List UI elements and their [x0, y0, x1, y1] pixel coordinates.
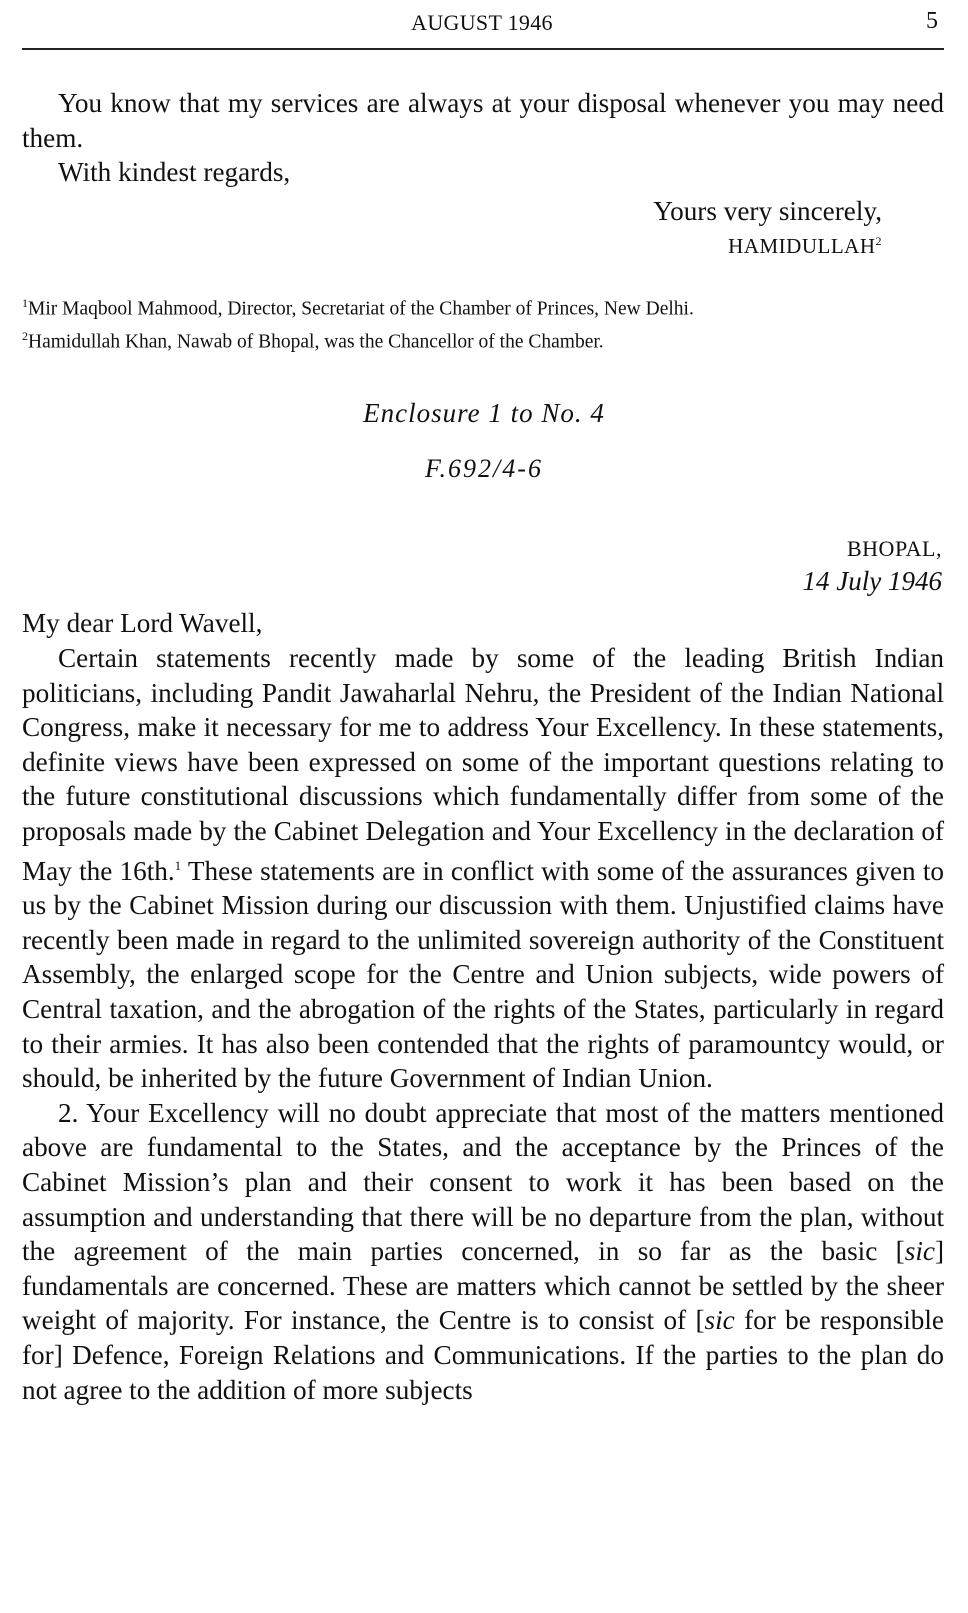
paragraph-text: Certain statements recently made by some of the leading British Indian politicians, including Pandit Jawaharlal Nehru, the President of the Indian National Congress, make it necessary for me to address Your Excellency. In these statements, definite views have been expressed on some of the important questions relating to the future constitutional discussions which fundamentally differ from some of the proposals made by the Cabinet Delegation and Your Excellency in the declaration of May the 16th. — [22, 643, 944, 886]
body-paragraph-1 — [22, 641, 944, 1096]
footnote-text: Hamidullah Khan, Nawab of Bhopal, was the Chancellor of the Chamber. — [28, 331, 604, 352]
body-paragraph-2 — [22, 1096, 944, 1407]
paragraph-text: 2. Your Excellency will no doubt appreciate that most of the matters mentioned above are fundamental to the States, and the acceptance by the Princes of the Cabinet Mission’s plan and their consent to work it has been based on the assumption and understanding that there will be no departure from the plan, without the agreement of the main parties concerned, in so far as the basic [ — [22, 1097, 944, 1267]
closing-paragraph: You know that my services are always at your disposal whenever you may need them. — [22, 88, 944, 153]
footnote-ref: 1 — [174, 857, 182, 873]
letter-body — [22, 641, 944, 1407]
page-header — [22, 8, 942, 42]
salutation: My dear Lord Wavell, — [22, 608, 263, 638]
header-rule — [22, 48, 944, 50]
page-number: 5 — [926, 8, 938, 34]
enclosure-title: Enclosure 1 to No. 4 — [363, 398, 605, 428]
footnote — [22, 323, 922, 356]
paragraph-text: These statements are in conflict with some of the assurances given to us by the Cabinet Mission during our discussion with them. Unjustified claims have recently been made in regard to the unlimited sovereign authority of the Constituent Assembly, the enlarged scope for the Centre and Union subjects, wide powers of Central taxation, and the abrogation of the rights of the States, particularly in regard to their armies. It has also been contended that the rights of paramountcy would, or should, be inherited by the future Government of Indian Union. — [22, 855, 944, 1094]
footnote-mark: 1 — [22, 296, 28, 310]
sic-note: sic — [704, 1305, 735, 1336]
footnote — [22, 290, 922, 323]
footnote-mark: 2 — [22, 328, 28, 343]
sic-note: sic — [904, 1236, 935, 1267]
footnotes — [22, 290, 922, 355]
signature-note-mark: 2 — [875, 234, 882, 248]
paragraph-text: ] fundamentals are concerned. These are matters which cannot be settled by the sheer weight of majority. For instance, the Centre is to consist of [ — [22, 1236, 944, 1336]
paragraph-text: for be responsible for] Defence, Foreign Relations and Communications. If the parties to the plan do not agree to the addition of more subjects — [22, 1305, 944, 1405]
letter-date: 14 July 1946 — [802, 566, 942, 596]
file-reference: F.692/4-6 — [425, 454, 543, 483]
letter-end — [22, 86, 944, 190]
running-head: AUGUST 1946 — [411, 10, 553, 35]
closing-block — [653, 194, 882, 228]
signature — [728, 234, 882, 259]
complimentary-close: Yours very sincerely, — [653, 196, 882, 226]
letter-place: BHOPAL, — [847, 536, 942, 561]
footnote-text: Mir Maqbool Mahmood, Director, Secretariat of the Chamber of Princes, New Delhi. — [28, 298, 694, 320]
regards-line: With kindest regards, — [58, 157, 291, 188]
signature-name: HAMIDULLAH — [728, 234, 876, 258]
